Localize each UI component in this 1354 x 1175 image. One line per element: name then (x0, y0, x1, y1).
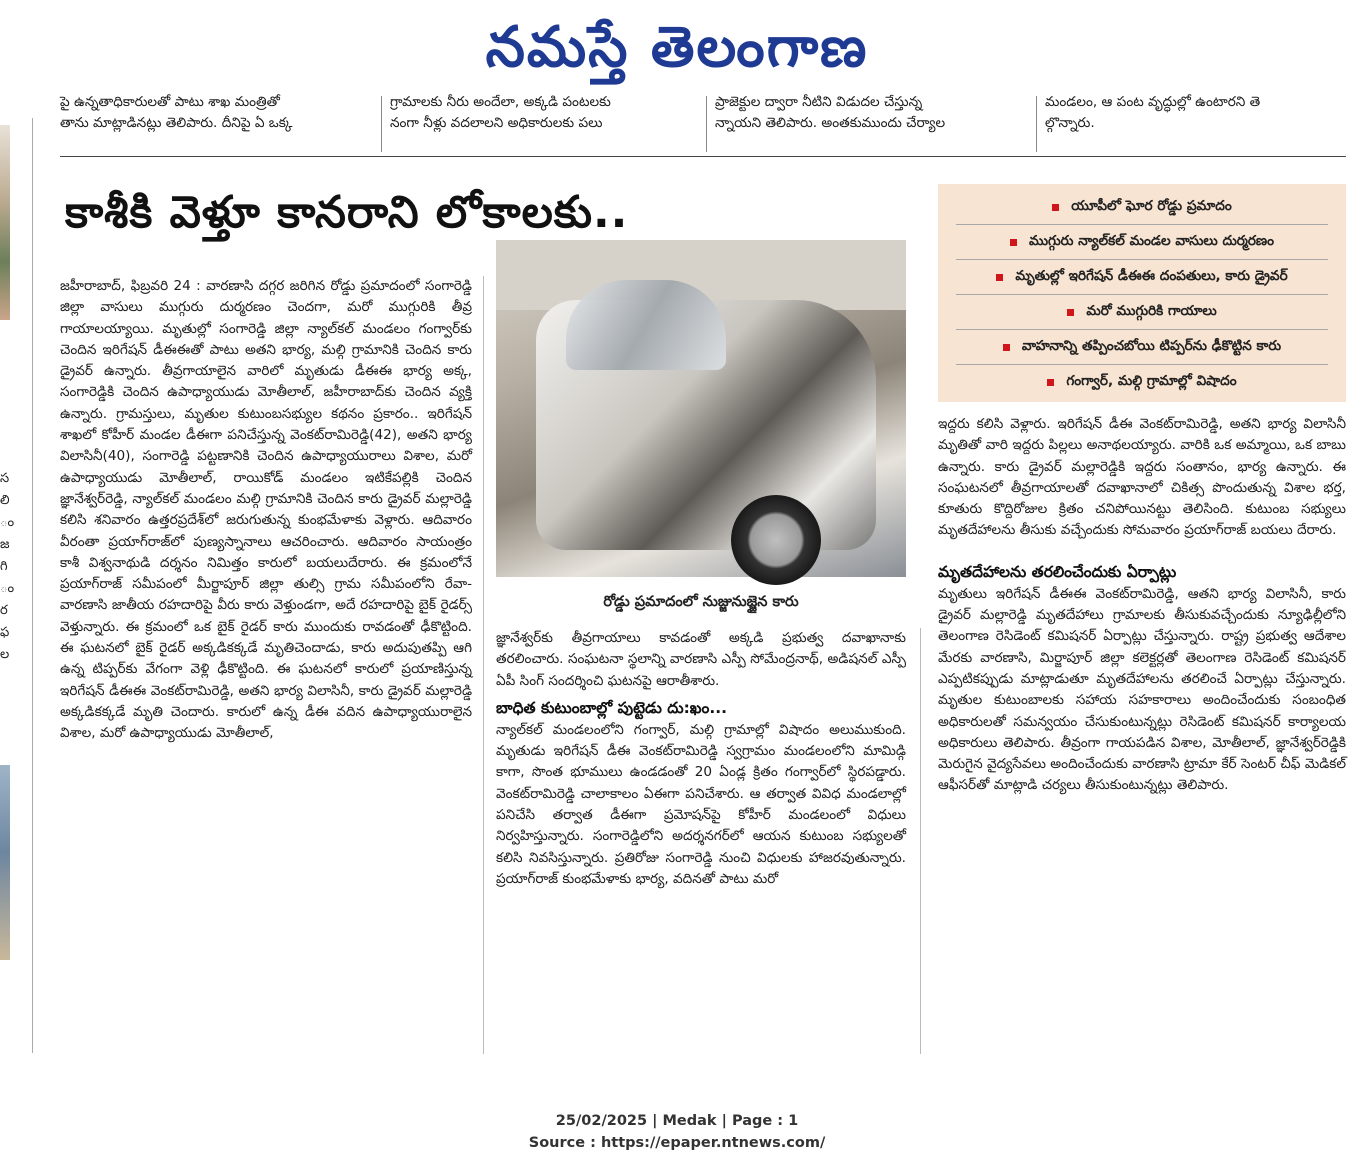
photo-caption: రోడ్డు ప్రమాదంలో నుజ్జునుజ్జైన కారు (603, 594, 799, 610)
edge-char: ం (0, 581, 15, 596)
accident-photo (496, 240, 906, 577)
column-divider (706, 96, 707, 152)
article-headline: కాశీకి వెళ్తూ కానరాని లోకాలకు.. (65, 187, 629, 238)
edge-char: జ (0, 537, 10, 552)
edge-text-fragment (0, 468, 15, 728)
highlight-text: యూపీలో ఘోర రోడ్డు ప్రమాదం (1071, 197, 1232, 214)
top-strip-line: మండలం, ఆ పంట వృద్ధుల్లో ఉంటారని తె (1045, 94, 1261, 110)
page-edge-divider (32, 118, 33, 1053)
edge-image-fragment (0, 125, 10, 320)
top-strip-line: తాను మాట్లాడినట్లు తెలిపారు. దీనిపై ఏ ఒక్క (60, 115, 293, 131)
article-column-3 (938, 414, 1346, 1056)
column-divider (1036, 96, 1037, 152)
car-wheel (731, 495, 821, 585)
top-strip-line: నంగా నీళ్లు వదలాలని అధికారులకు పలు (390, 115, 603, 131)
masthead (0, 4, 1354, 92)
article-subhead: బాధిత కుటుంబాల్లో పుట్టెడు దు:ఖం... (496, 698, 728, 717)
top-strip-col-1 (60, 92, 375, 154)
article-body: న్యాల్‌కల్ మండలంలోని గంగ్వార్, మల్గి గ్రామాల్లో విషాదం అలుముకుంది. మృతుడు ఇరిగేషన్ డీఈ వెంకట్‌రామిరెడ్డి స్వగ్రామం మండలంలోని మామిడ్గి కాగా, సొంత భూములు ఉండడంతో 20 ఏండ్ల క్రితం గంగ్వార్‌లో స్థిరపడ్డారు. వెంకట్‌రామిరెడ్డి చాలాకాలం ఏఈగా పనిచేశారు. ఆ తర్వాత వివిధ మండలాల్లో పనిచేసి తర్వాత డీఈగా ప్రమోషన్‌పై కోహీర్ మండలంలో విధులు నిర్వహిస్తున్నారు. సంగారెడ్డిలోని అదర్శనగర్‌లో ఆయన కుటుంబ సభ్యులతో కలిసి నివసిస్తున్నారు. ప్రతిరోజు సంగారెడ్డి నుంచి విధులకు హాజరవుతున్నారు. ప్రయాగ్‌రాజ్ కుంభమేళాకు భార్య, వదినతో పాటు మరో (496, 721, 906, 887)
top-strip-col-3 (715, 92, 1023, 154)
highlight-text: ముగ్గురు న్యాల్‌కల్ మండల వాసులు దుర్మరణం (1028, 232, 1275, 249)
article-column-1 (60, 276, 472, 1056)
bullet-icon (1010, 239, 1017, 246)
highlight-text: మృతుల్లో ఇరిగేషన్ డీఈఈ దంపతులు, కారు డ్రైవర్ (1015, 267, 1288, 284)
edge-image-fragment (0, 765, 10, 960)
highlight-text: మరో ముగ్గురికి గాయాలు (1086, 302, 1217, 319)
highlight-item (956, 260, 1328, 295)
bullet-icon (1047, 379, 1054, 386)
bullet-icon (1003, 344, 1010, 351)
top-strip-line: పై ఉన్నతాధికారులతో పాటు శాఖ మంత్రితో (60, 94, 280, 110)
highlight-item (956, 365, 1328, 399)
highlights-box (938, 184, 1346, 402)
highlight-text: గంగ్వార్, మల్గి గ్రామాల్లో విషాదం (1066, 372, 1237, 389)
edge-char: ల (0, 647, 10, 662)
page-footer (0, 1110, 1354, 1154)
column-divider (483, 276, 484, 1054)
edge-char: ర (0, 603, 8, 618)
edge-char: ం (0, 515, 15, 530)
article-subhead: మృతదేహాలను తరలించేందుకు ఏర్పాట్లు (938, 562, 1177, 581)
bullet-icon (996, 274, 1003, 281)
highlight-item (956, 330, 1328, 365)
bullet-icon (1067, 309, 1074, 316)
top-strip-line: గ్రామాలకు నీరు అందేలా, అక్కడి పంటలకు (390, 94, 611, 110)
highlight-item (956, 190, 1328, 225)
edge-char: స (0, 471, 10, 486)
bullet-icon (1052, 204, 1059, 211)
highlight-item (956, 225, 1328, 260)
top-strip-line: ప్రాజెక్టుల ద్వారా నీటిని విడుదల చేస్తున్న (715, 94, 923, 110)
article-body: జ్ఞానేశ్వర్‌కు తీవ్రగాయాలు కావడంతో అక్కడి ప్రభుత్వ దవాఖానాకు తరలించారు. సంఘటనా స్థలాన్ని వారణాసి ఎస్పీ సోమేంద్రనాథ్, అడిషనల్ ఎస్పీ ఏపీ సింగ్ సందర్శించి ఘటనపై ఆరాతీశారు. (496, 630, 906, 689)
shattered-windshield (566, 280, 726, 370)
section-separator (60, 156, 1346, 157)
top-strip-line: న్నాయని తెలిపారు. అంతకుముందు చేర్యాల (715, 115, 946, 131)
edge-char: లి (0, 493, 10, 508)
column-divider (381, 96, 382, 152)
masthead-title: నమస్తే తెలంగాణ (485, 15, 869, 80)
highlight-item (956, 295, 1328, 330)
highlight-text: వాహనాన్ని తప్పించబోయి టిప్పర్‌ను ఢీకొట్టిన కారు (1021, 337, 1282, 354)
top-strip-line: ల్గొన్నారు. (1045, 115, 1095, 131)
top-strip-col-4 (1045, 92, 1345, 154)
top-strip-col-2 (390, 92, 695, 154)
edition-info: 25/02/2025 | Medak | Page : 1 (555, 1113, 799, 1129)
source-link[interactable]: Source : https://epaper.ntnews.com/ (528, 1135, 826, 1151)
article-column-2 (496, 628, 906, 1056)
article-body: ఇద్దరు కలిసి వెళ్లారు. ఇరిగేషన్ డీఈ వెంకట్‌రామిరెడ్డి, అతని భార్య విలాసినీ మృతితో వారి ఇద్దరు పిల్లలు అనాథలయ్యారు. వారికి ఒక అమ్మాయి, ఒక బాబు ఉన్నారు. కారు డ్రైవర్ మల్లారెడ్డికి ఇద్దరు సంతానం, భార్య ఉన్నారు. ఈ సంఘటనలో తీవ్రగాయాలతో దవాఖానాలో చికిత్స పొందుతున్న విశాల భర్త, కూతురు కొద్దిరోజుల క్రితం చనిపోయినట్టు తెలిసింది. కుటుంబ సభ్యులు మృతదేహాలను తీసుకు వచ్చేందుకు సోమవారం ప్రయాగ్‌రాజ్ బయలు దేరారు. (938, 416, 1346, 539)
edge-char: గి (0, 559, 8, 574)
article-body: మృతులు ఇరిగేషన్ డీఈఈ వెంకట్‌రామిరెడ్డి, ఆతని భార్య విలాసినీ, కారు డ్రైవర్ మల్లారెడ్డి మృతదేహాలు గ్రామాలకు తీసుకువచ్చేందుకు న్యూఢిల్లీలోని తెలంగాణ రెసిడెంట్ కమిషనర్ ఏర్పాట్లు చేస్తున్నారు. రాష్ట్ర ప్రభుత్వ ఆదేశాల మేరకు వారణాసి, మిర్జాపూర్ జిల్లా కలెక్టర్లతో తెలంగాణ రెసిడెంట్ కమిషనర్ ఎప్పటికప్పుడు మాట్లాడుతూ మృతదేహాలను తరలించే ఏర్పాట్లు చేస్తున్నారు. మృతుల కుటుంబాలకు సహాయ సహకారాలు అందించేందుకు సంబంధిత అధికారులతో సమన్వయం చేసుకుంటున్నట్లు రెసిడెంట్ కమిషనర్ కార్యాలయ అధికారులు తెలిపారు. తీవ్రంగా గాయపడిన విశాల, మోతీలాల్, జ్ఞానేశ్వర్‌రెడ్డికి మెరుగైన వైద్యసేవలు అందించేందుకు వారణాసి ట్రామా కేర్ సెంటర్ చీఫ్ మెడికల్ ఆఫీసర్‌తో మాట్లాడి చర్యలు తీసుకుంటున్నట్లు తెలిపారు. (938, 585, 1346, 794)
edge-char: ఫ (0, 625, 10, 640)
article-body: జహీరాబాద్, ఫిబ్రవరి 24 : వారణాసి దగ్గర జరిగిన రోడ్డు ప్రమాదంలో సంగారెడ్డి జిల్లా వాసులు ముగ్గురు దుర్మరణం చెందగా, మరో ముగ్గురికి తీవ్ర గాయాలయ్యాయి. మృతుల్లో సంగారెడ్డి జిల్లా న్యాల్‌కల్ మండలం గంగ్వార్‌కు చెందిన ఇరిగేషన్ డీఈఈతో పాటు అతని భార్య, మల్గి గ్రామానికి చెందిన కారు డ్రైవర్ ఉన్నారు. తీవ్రగాయాలైన వారిలో మృతుడు డీఈఈ భార్య అక్క, సంగారెడ్డికి చెందిన ఉపాధ్యాయుడు మోతీలాల్, జహీరాబాద్‌కు చెందిన వ్యక్తి ఉన్నారు. గ్రామస్తులు, మృతుల కుటుంబసభ్యుల కథనం ప్రకారం.. ఇరిగేషన్ శాఖలో కోహీర్ మండల డీఈగా పనిచేస్తున్న వెంకట్‌రామిరెడ్డి(42), అతని భార్య విలాసినీ(40), సంగారెడ్డి పట్టణానికి చెందిన ఉపాధ్యాయురాలు విశాల, మరో ఉపాధ్యాయుడు మోతీలాల్, రాయికోడ్ మండలం ఇటికేపల్లికి చెందిన జ్ఞానేశ్వర్‌రెడ్డి, న్యాల్‌కల్ మండలం మల్గి గ్రామానికి చెందిన కారు డ్రైవర్ మల్లారెడ్డి కలిసి శనివారం ఉత్తరప్రదేశ్‌లో జరుగుతున్న కుంభమేళాకు వెళ్లారు. ఆదివారం వీరంతా ప్రయాగ్‌రాజ్‌లో పుణ్యస్నానాలు ఆచరించారు. ఆదివారం సాయంత్రం కాశీ విశ్వనాథుడి దర్శనం నిమిత్తం కారులో బయలుదేరారు. ఈ క్రమంలోనే ప్రయాగ్‌రాజ్ సమీపంలో మీర్జాపూర్ జిల్లా తుల్సి గ్రామ సమీపంలోని రేవా- వారణాసి జాతీయ రహదారిపై వీరు కారు వెళ్తుండగా, అదే రహదారిపై బైక్ రైడర్స్ వెళ్తున్నారు. ఈ క్రమంలో ఒక బైక్ రైడర్ కారు ముందుకు రావడంతో ఢీకొట్టింది. ఈ ఘటనలో బైక్ రైడర్ అక్కడికక్కడే మృతిచెందాడు, కారు అదుపుతప్పి ఆగి ఉన్న టిప్పర్‌కు వేగంగా వెళ్లి ఢీకొట్టింది. ఈ ఘటనలో కారులో ప్రయాణిస్తున్న ఇరిగేషన్ డీఈఈ వెంకట్‌రామిరెడ్డి, అతని భార్య విలాసినీ, కారు డ్రైవర్ మల్లారెడ్డి అక్కడికక్కడే మృతి చెందారు. కారులో ఉన్న డీఈ వదిన ఉపాధ్యాయురాలైన విశాల, మరో ఉపాధ్యాయుడు మోతీలాల్, (60, 278, 472, 742)
column-divider (920, 628, 921, 1054)
